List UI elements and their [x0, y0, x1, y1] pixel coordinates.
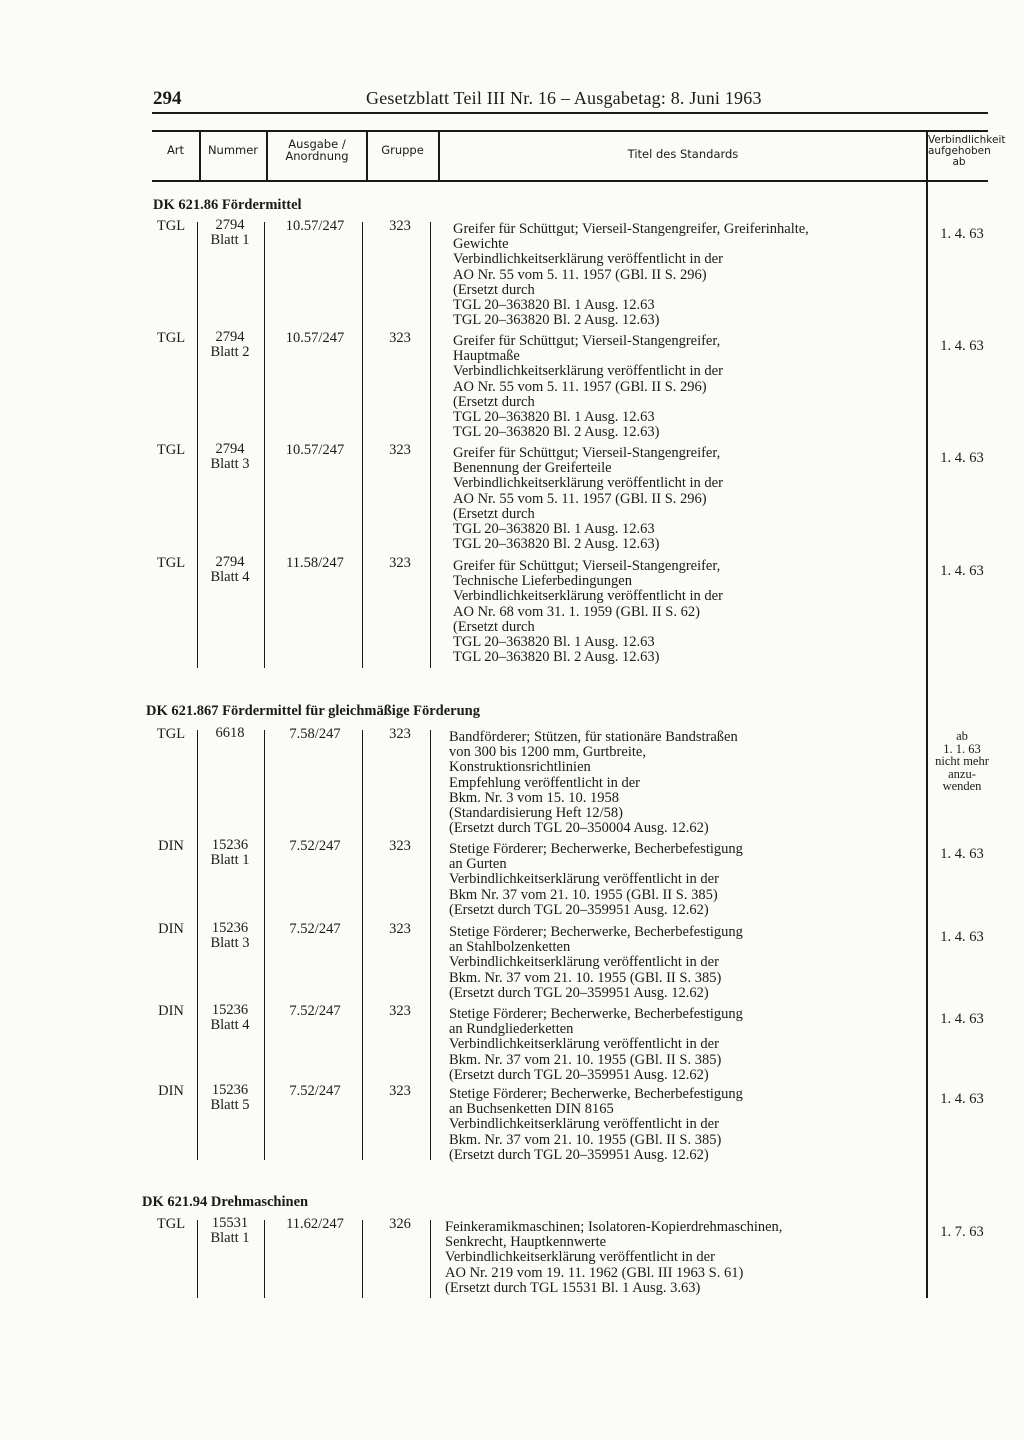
cell-titel-line: Verbindlichkeitserklärung veröffentlicht in der: [453, 251, 723, 268]
cell-verbindlichkeit: 1. 4. 63: [940, 1091, 984, 1107]
cell-ausgabe: 7.52/247: [289, 921, 341, 937]
cell-nummer: 2794: [215, 217, 245, 233]
cell-titel-line: Greifer für Schüttgut; Vierseil-Stangengreifer,: [453, 333, 721, 349]
cell-ausgabe: 11.62/247: [286, 1216, 344, 1232]
column-header-gruppe: Gruppe: [381, 143, 424, 157]
cell-titel-line: (Standardisierung Heft 12/58): [449, 805, 623, 821]
cell-titel-line: (Ersetzt durch: [453, 393, 535, 410]
cell-titel-line: TGL 20–363820 Bl. 2 Ausg. 12.63): [453, 536, 660, 553]
page-number: 294: [153, 88, 182, 109]
cell-gruppe: 326: [389, 1216, 411, 1232]
cell-blatt: Blatt 2: [210, 344, 250, 360]
cell-titel-line: AO Nr. 68 vom 31. 1. 1959 (GBl. II S. 62): [453, 603, 700, 620]
cell-verbindlichkeit: 1. 1. 63: [943, 741, 981, 756]
cell-ausgabe: 10.57/247: [285, 442, 345, 458]
cell-titel-line: (Ersetzt durch: [453, 505, 535, 522]
cell-blatt: Blatt 4: [210, 1017, 250, 1033]
section-heading: DK 621.94 Drehmaschinen: [142, 1194, 309, 1210]
cell-titel-line: (Ersetzt durch: [453, 618, 535, 635]
cell-titel-line: Feinkeramikmaschinen; Isolatoren-Kopierdrehmaschinen,: [445, 1219, 783, 1235]
cell-titel-line: Verbindlichkeitserklärung veröffentlicht in der: [453, 588, 723, 605]
cell-titel-line: Stetige Förderer; Becherwerke, Becherbefestigung: [449, 1086, 743, 1102]
cell-nummer: 2794: [215, 329, 245, 345]
section-heading: DK 621.86 Fördermittel: [153, 197, 302, 213]
cell-verbindlichkeit: 1. 7. 63: [940, 1224, 984, 1240]
cell-titel-line: Stetige Förderer; Becherwerke, Becherbefestigung: [449, 1006, 743, 1022]
header-rule: [152, 112, 988, 114]
cell-titel-line: (Ersetzt durch TGL 20–359951 Ausg. 12.62): [449, 984, 709, 1001]
cell-gruppe: 323: [389, 838, 411, 854]
cell-titel-line: an Buchsenketten DIN 8165: [449, 1101, 614, 1118]
table-top-rule: [152, 130, 988, 132]
cell-blatt: Blatt 1: [210, 232, 250, 248]
cell-gruppe: 323: [389, 921, 411, 937]
cell-verbindlichkeit: ab: [956, 729, 968, 743]
cell-titel-line: AO Nr. 55 vom 5. 11. 1957 (GBl. II S. 296): [453, 490, 707, 507]
cell-titel-line: Senkrecht, Hauptkennwerte: [445, 1234, 607, 1251]
header-divider: [266, 130, 268, 180]
cell-titel-line: TGL 20–363820 Bl. 2 Ausg. 12.63): [453, 312, 660, 329]
column-header-nummer: Nummer: [207, 143, 259, 157]
cell-nummer: 15236: [211, 1002, 249, 1018]
column-header-art: Art: [166, 143, 185, 157]
cell-gruppe: 323: [389, 1003, 411, 1019]
cell-titel-line: Technische Lieferbedingungen: [453, 573, 632, 590]
cell-blatt: Blatt 3: [210, 456, 250, 472]
cell-titel-line: Bkm. Nr. 37 vom 21. 10. 1955 (GBl. II S. 385): [449, 969, 722, 986]
cell-ausgabe: 7.52/247: [289, 1083, 341, 1099]
cell-blatt: Blatt 1: [210, 1230, 250, 1246]
cell-titel-line: (Ersetzt durch: [453, 281, 535, 298]
cell-titel-line: AO Nr. 55 vom 5. 11. 1957 (GBl. II S. 296): [453, 266, 707, 283]
cell-gruppe: 323: [389, 555, 411, 571]
cell-titel-line: TGL 20–363820 Bl. 1 Ausg. 12.63: [453, 634, 655, 650]
cell-titel-line: TGL 20–363820 Bl. 1 Ausg. 12.63: [453, 521, 655, 537]
cell-titel-line: (Ersetzt durch TGL 20–359951 Ausg. 12.62): [449, 1146, 709, 1163]
cell-titel-line: an Rundgliederketten: [449, 1021, 574, 1038]
cell-blatt: Blatt 4: [210, 569, 250, 585]
table-header-rule: [152, 180, 988, 182]
cell-art: DIN: [158, 1003, 184, 1019]
cell-titel-line: Bkm. Nr. 3 vom 15. 10. 1958: [449, 789, 619, 806]
cell-gruppe: 323: [389, 218, 411, 234]
cell-titel-line: Verbindlichkeitserklärung veröffentlicht in der: [453, 475, 723, 492]
cell-titel-line: Hauptmaße: [453, 348, 520, 365]
cell-nummer: 15531: [211, 1215, 249, 1231]
cell-verbindlichkeit: anzu-: [948, 766, 976, 781]
cell-titel-line: Benennung der Greiferteile: [453, 460, 612, 477]
cell-titel-line: Konstruktionsrichtlinien: [449, 759, 591, 776]
cell-titel-line: Bkm Nr. 37 vom 21. 10. 1955 (GBl. II S. 385): [449, 886, 718, 903]
cell-art: DIN: [158, 921, 184, 937]
verbindlichkeit-column-rule: [926, 130, 928, 1298]
column-header-ausgabe: Ausgabe / Anordnung: [285, 137, 349, 163]
cell-art: TGL: [156, 726, 186, 742]
cell-titel-line: Verbindlichkeitserklärung veröffentlicht in der: [449, 1036, 719, 1053]
column-header-verbindlichkeit: Verbindlichkeit aufgehoben ab: [928, 134, 1006, 168]
cell-art: TGL: [156, 442, 186, 458]
cell-ausgabe: 10.57/247: [285, 218, 345, 234]
column-header-titel: Titel des Standards: [627, 147, 739, 161]
cell-nummer: 2794: [215, 554, 245, 570]
cell-titel-line: (Ersetzt durch TGL 15531 Bl. 1 Ausg. 3.63): [445, 1279, 701, 1296]
cell-titel-line: an Gurten: [449, 856, 507, 873]
cell-gruppe: 323: [389, 330, 411, 346]
cell-gruppe: 323: [389, 442, 411, 458]
cell-verbindlichkeit: 1. 4. 63: [940, 450, 984, 466]
cell-titel-line: TGL 20–363820 Bl. 2 Ausg. 12.63): [453, 649, 660, 666]
cell-art: TGL: [156, 218, 186, 234]
cell-titel-line: Gewichte: [453, 236, 509, 253]
cell-nummer: 15236: [211, 920, 249, 936]
cell-titel-line: von 300 bis 1200 mm, Gurtbreite,: [449, 744, 646, 761]
cell-nummer: 15236: [211, 837, 249, 853]
cell-titel-line: Greifer für Schüttgut; Vierseil-Stangengreifer, Greiferinhalte,: [453, 221, 809, 237]
cell-titel-line: Bandförderer; Stützen, für stationäre Bandstraßen: [449, 729, 738, 745]
cell-titel-line: Verbindlichkeitserklärung veröffentlicht in der: [453, 363, 723, 380]
cell-titel-line: AO Nr. 219 vom 19. 11. 1962 (GBl. III 1963 S. 61): [445, 1264, 744, 1281]
cell-titel-line: AO Nr. 55 vom 5. 11. 1957 (GBl. II S. 296): [453, 378, 707, 395]
cell-verbindlichkeit: 1. 4. 63: [940, 338, 984, 354]
cell-blatt: Blatt 1: [210, 852, 250, 868]
cell-ausgabe: 7.52/247: [289, 1003, 341, 1019]
cell-ausgabe: 10.57/247: [285, 330, 345, 346]
cell-titel-line: Verbindlichkeitserklärung veröffentlicht in der: [445, 1249, 715, 1266]
cell-titel-line: Stetige Förderer; Becherwerke, Becherbefestigung: [449, 924, 743, 940]
cell-titel-line: Bkm. Nr. 37 vom 21. 10. 1955 (GBl. II S. 385): [449, 1051, 722, 1068]
cell-blatt: Blatt 3: [210, 935, 250, 951]
cell-titel-line: (Ersetzt durch TGL 20–359951 Ausg. 12.62): [449, 1066, 709, 1083]
cell-titel-line: (Ersetzt durch TGL 20–359951 Ausg. 12.62): [449, 901, 709, 918]
cell-ausgabe: 7.52/247: [289, 838, 341, 854]
cell-titel-line: (Ersetzt durch TGL 20–350004 Ausg. 12.62): [449, 820, 709, 837]
cell-art: TGL: [156, 555, 186, 571]
cell-titel-line: Empfehlung veröffentlicht in der: [449, 774, 640, 791]
cell-titel-line: Verbindlichkeitserklärung veröffentlicht in der: [449, 1116, 719, 1133]
cell-titel-line: TGL 20–363820 Bl. 1 Ausg. 12.63: [453, 297, 655, 313]
cell-art: TGL: [156, 1216, 186, 1232]
cell-titel-line: Verbindlichkeitserklärung veröffentlicht in der: [449, 954, 719, 971]
section-heading: DK 621.867 Fördermittel für gleichmäßige Förderung: [146, 703, 480, 719]
cell-nummer: 2794: [215, 441, 245, 457]
cell-titel-line: Bkm. Nr. 37 vom 21. 10. 1955 (GBl. II S. 385): [449, 1131, 722, 1148]
cell-art: TGL: [156, 330, 186, 346]
cell-verbindlichkeit: 1. 4. 63: [940, 1011, 984, 1027]
cell-verbindlichkeit: 1. 4. 63: [940, 929, 984, 945]
cell-nummer: 6618: [215, 725, 245, 741]
cell-titel-line: an Stahlbolzenketten: [449, 939, 571, 956]
cell-titel-line: Greifer für Schüttgut; Vierseil-Stangengreifer,: [453, 558, 721, 574]
cell-nummer: 15236: [211, 1082, 249, 1098]
cell-titel-line: Stetige Förderer; Becherwerke, Becherbefestigung: [449, 841, 743, 857]
cell-gruppe: 323: [389, 726, 411, 742]
cell-art: DIN: [158, 838, 184, 854]
cell-verbindlichkeit: 1. 4. 63: [940, 226, 984, 242]
cell-ausgabe: 11.58/247: [286, 555, 344, 571]
cell-titel-line: Greifer für Schüttgut; Vierseil-Stangengreifer,: [453, 445, 721, 461]
cell-verbindlichkeit: 1. 4. 63: [940, 846, 984, 862]
cell-ausgabe: 7.58/247: [289, 726, 341, 742]
cell-titel-line: Verbindlichkeitserklärung veröffentlicht in der: [449, 871, 719, 888]
cell-gruppe: 323: [389, 1083, 411, 1099]
cell-titel-line: TGL 20–363820 Bl. 1 Ausg. 12.63: [453, 409, 655, 425]
running-title: Gesetzblatt Teil III Nr. 16 – Ausgabetag: 8. Juni 1963: [366, 88, 762, 108]
cell-verbindlichkeit: wenden: [942, 779, 982, 793]
cell-titel-line: TGL 20–363820 Bl. 2 Ausg. 12.63): [453, 424, 660, 441]
cell-verbindlichkeit: 1. 4. 63: [940, 563, 984, 579]
cell-verbindlichkeit: nicht mehr: [935, 754, 989, 768]
cell-art: DIN: [158, 1083, 184, 1099]
cell-blatt: Blatt 5: [210, 1097, 250, 1113]
